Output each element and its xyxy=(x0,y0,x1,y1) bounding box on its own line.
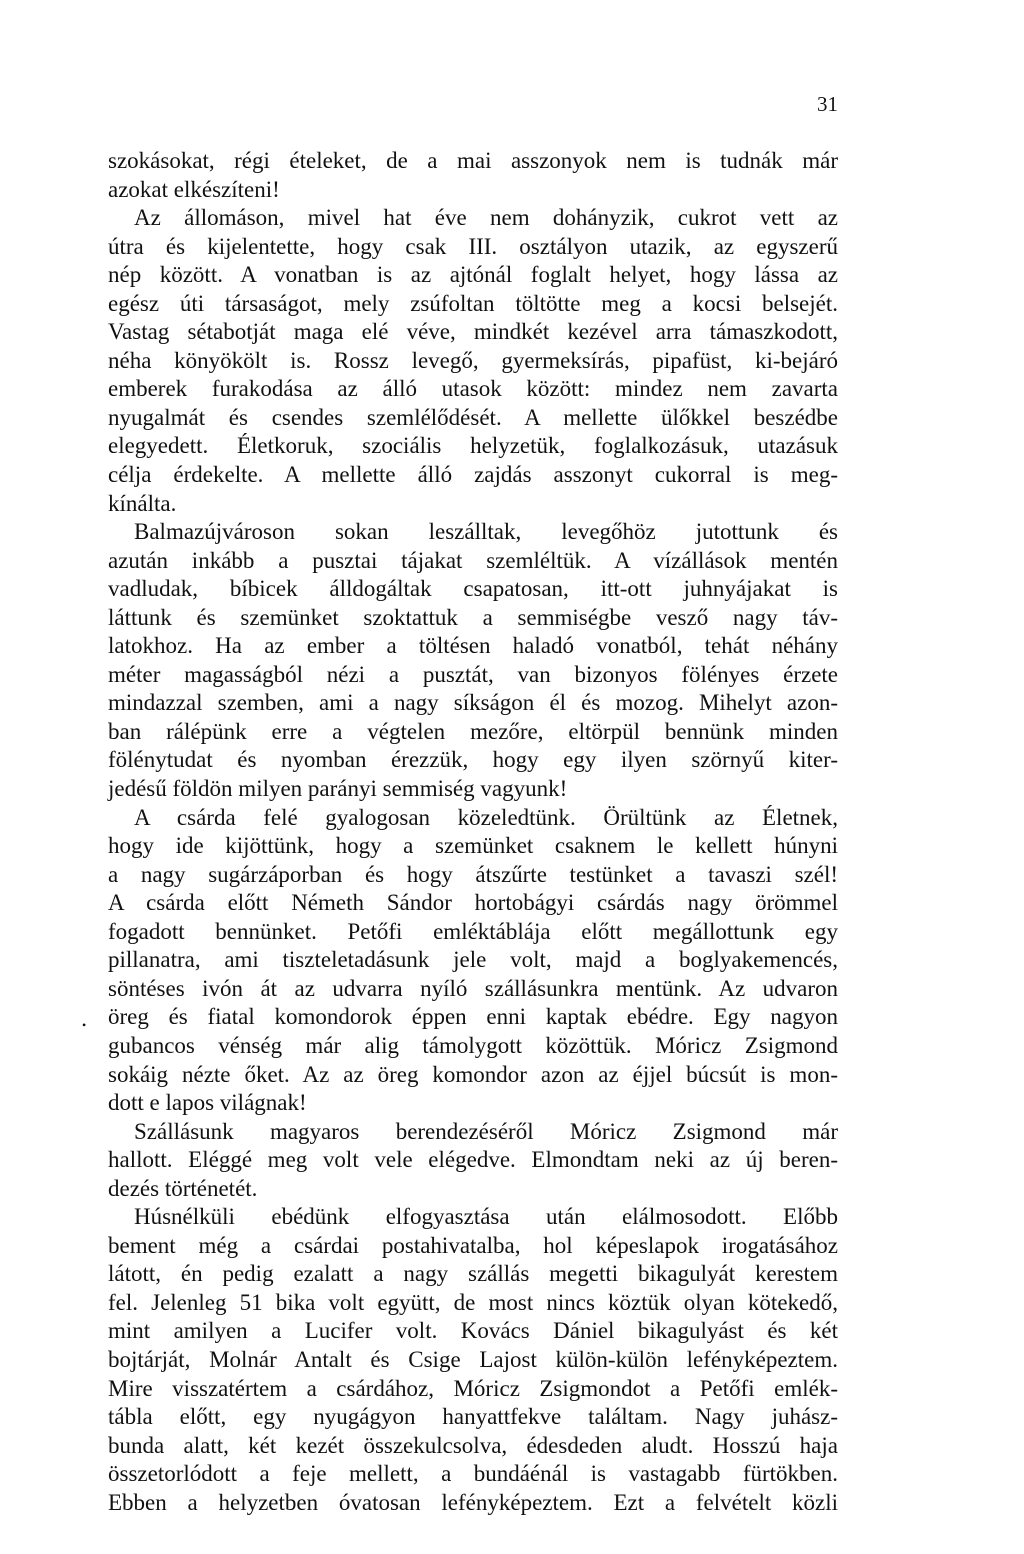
text-line: fel. Jelenleg 51 bika volt együtt, de most nincs köztük olyan kötekedő, xyxy=(108,1289,838,1315)
text-line: kínálta. xyxy=(108,490,177,516)
text-line: Vastag sétabotját maga elé véve, mindkét kezével arra támaszkodott, xyxy=(108,319,838,345)
text-line: hallott. Eléggé meg volt vele elégedve. Elmondtam neki az új beren- xyxy=(108,1147,838,1173)
text-line: a nagy sugárzáporban és hogy átszűrte testünket a tavaszi szél! xyxy=(108,861,838,887)
text-line: A csárda előtt Németh Sándor hortobágyi csárdás nagy örömmel xyxy=(108,890,838,916)
text-line: söntéses ivón át az udvarra nyíló szállásunkra mentünk. Az udvaron xyxy=(108,975,838,1001)
text-line: mint amilyen a Lucifer volt. Kovács Dániel bikagulyást és két xyxy=(108,1318,838,1344)
text-line: bement még a csárdai postahivatalba, hol képeslapok irogatásához xyxy=(108,1232,838,1258)
text-line: gubancos vénség már alig támolygott közöttük. Móricz Zsigmond xyxy=(108,1032,838,1058)
text-line: Balmazújvároson sokan leszálltak, levegőhöz jutottunk és xyxy=(134,519,838,545)
text-line: Ebben a helyzetben óvatosan lefényképeztem. Ezt a felvételt közli xyxy=(108,1489,838,1515)
text-line: összetorlódott a feje mellett, a bundáénál is vastagabb fürtökben. xyxy=(108,1461,838,1487)
text-line: egész úti társaságot, mely zsúfoltan töltötte meg a kocsi belsejét. xyxy=(108,290,838,316)
text-line: Szállásunk magyaros berendezéséről Móricz Zsigmond már xyxy=(134,1118,838,1144)
text-line: célja érdekelte. A mellette álló zajdás asszonyt cukorral is meg- xyxy=(108,462,838,488)
text-line: bunda alatt, két kezét összekulcsolva, édesdeden aludt. Hosszú haja xyxy=(108,1432,838,1458)
page-number: 31 xyxy=(817,92,838,116)
text-line: tábla előtt, egy nyugágyon hanyattfekve találtam. Nagy juhász- xyxy=(108,1404,838,1430)
text-line: latokhoz. Ha az ember a töltésen haladó vonatból, tehát néhány xyxy=(108,633,838,659)
text-line: azután inkább a pusztai tájakat szemléltük. A vízállások mentén xyxy=(108,547,838,573)
text-line: szokásokat, régi ételeket, de a mai asszonyok nem is tudnák már xyxy=(108,148,838,173)
text-line: bojtárját, Molnár Antalt és Csige Lajost külön-külön lefényképeztem. xyxy=(108,1346,838,1372)
text-line: dezés történetét. xyxy=(108,1175,258,1201)
body-text xyxy=(108,147,838,1517)
text-line: méter magasságból nézi a pusztát, van bizonyos fölényes érzete xyxy=(108,661,838,687)
text-line: Húsnélküli ebédünk elfogyasztása után elálmosodott. Előbb xyxy=(134,1204,838,1230)
text-line: fogadott bennünket. Petőfi emléktáblája előtt megállottunk egy xyxy=(108,918,838,944)
text-line: Az állomáson, mivel hat éve nem dohányzik, cukrot vett az xyxy=(134,205,838,231)
text-line: sokáig nézte őket. Az az öreg komondor azon az éjjel búcsút is mon- xyxy=(108,1061,838,1087)
text-line: láttunk és szemünket szoktattuk a semmiségbe vesző nagy táv- xyxy=(108,604,838,630)
text-line: vadludak, bíbicek álldogáltak csapatosan, itt-ott juhnyájakat is xyxy=(108,576,838,602)
text-line: Mire visszatértem a csárdához, Móricz Zsigmondot a Petőfi emlék- xyxy=(108,1375,838,1401)
text-line: jedésű földön milyen parányi semmiség vagyunk! xyxy=(108,776,568,802)
text-line: útra és kijelentette, hogy csak III. osztályon utazik, az egyszerű xyxy=(108,233,838,259)
text-line: azokat elkészíteni! xyxy=(108,176,280,202)
text-line: néha könyökölt is. Rossz levegő, gyermeksírás, pipafüst, ki-bejáró xyxy=(108,347,838,373)
text-line: A csárda felé gyalogosan közeledtünk. Örültünk az Életnek, xyxy=(134,804,838,830)
text-line: öreg és fiatal komondorok éppen enni kaptak ebédre. Egy nagyon xyxy=(108,1004,838,1030)
text-line: mindazzal szemben, ami a nagy síkságon él és mozog. Mihelyt azon- xyxy=(108,690,838,716)
text-line: nyugalmát és csendes szemlélődését. A mellette ülőkkel beszédbe xyxy=(108,404,838,430)
text-line: emberek furakodása az álló utasok között: mindez nem zavarta xyxy=(108,376,838,402)
text-line: látott, én pedig ezalatt a nagy szállás megetti bikagulyát kerestem xyxy=(108,1261,838,1287)
text-line: hogy ide kijöttünk, hogy a szemünket csaknem le kellett húnyni xyxy=(108,833,838,859)
text-line: ban rálépünk erre a végtelen mezőre, eltörpül bennünk minden xyxy=(108,718,838,744)
text-line: dott e lapos világnak! xyxy=(108,1090,307,1116)
text-line: pillanatra, ami tiszteletadásunk jele volt, majd a boglyakemencés, xyxy=(108,947,838,973)
margin-mark: • xyxy=(82,1018,87,1032)
text-line: nép között. A vonatban is az ajtónál foglalt helyet, hogy lássa az xyxy=(108,262,838,288)
text-line: fölénytudat és nyomban érezzük, hogy egy ilyen szörnyű kiter- xyxy=(108,747,838,773)
text-line: elegyedett. Életkoruk, szociális helyzetük, foglalkozásuk, utazásuk xyxy=(108,433,838,459)
